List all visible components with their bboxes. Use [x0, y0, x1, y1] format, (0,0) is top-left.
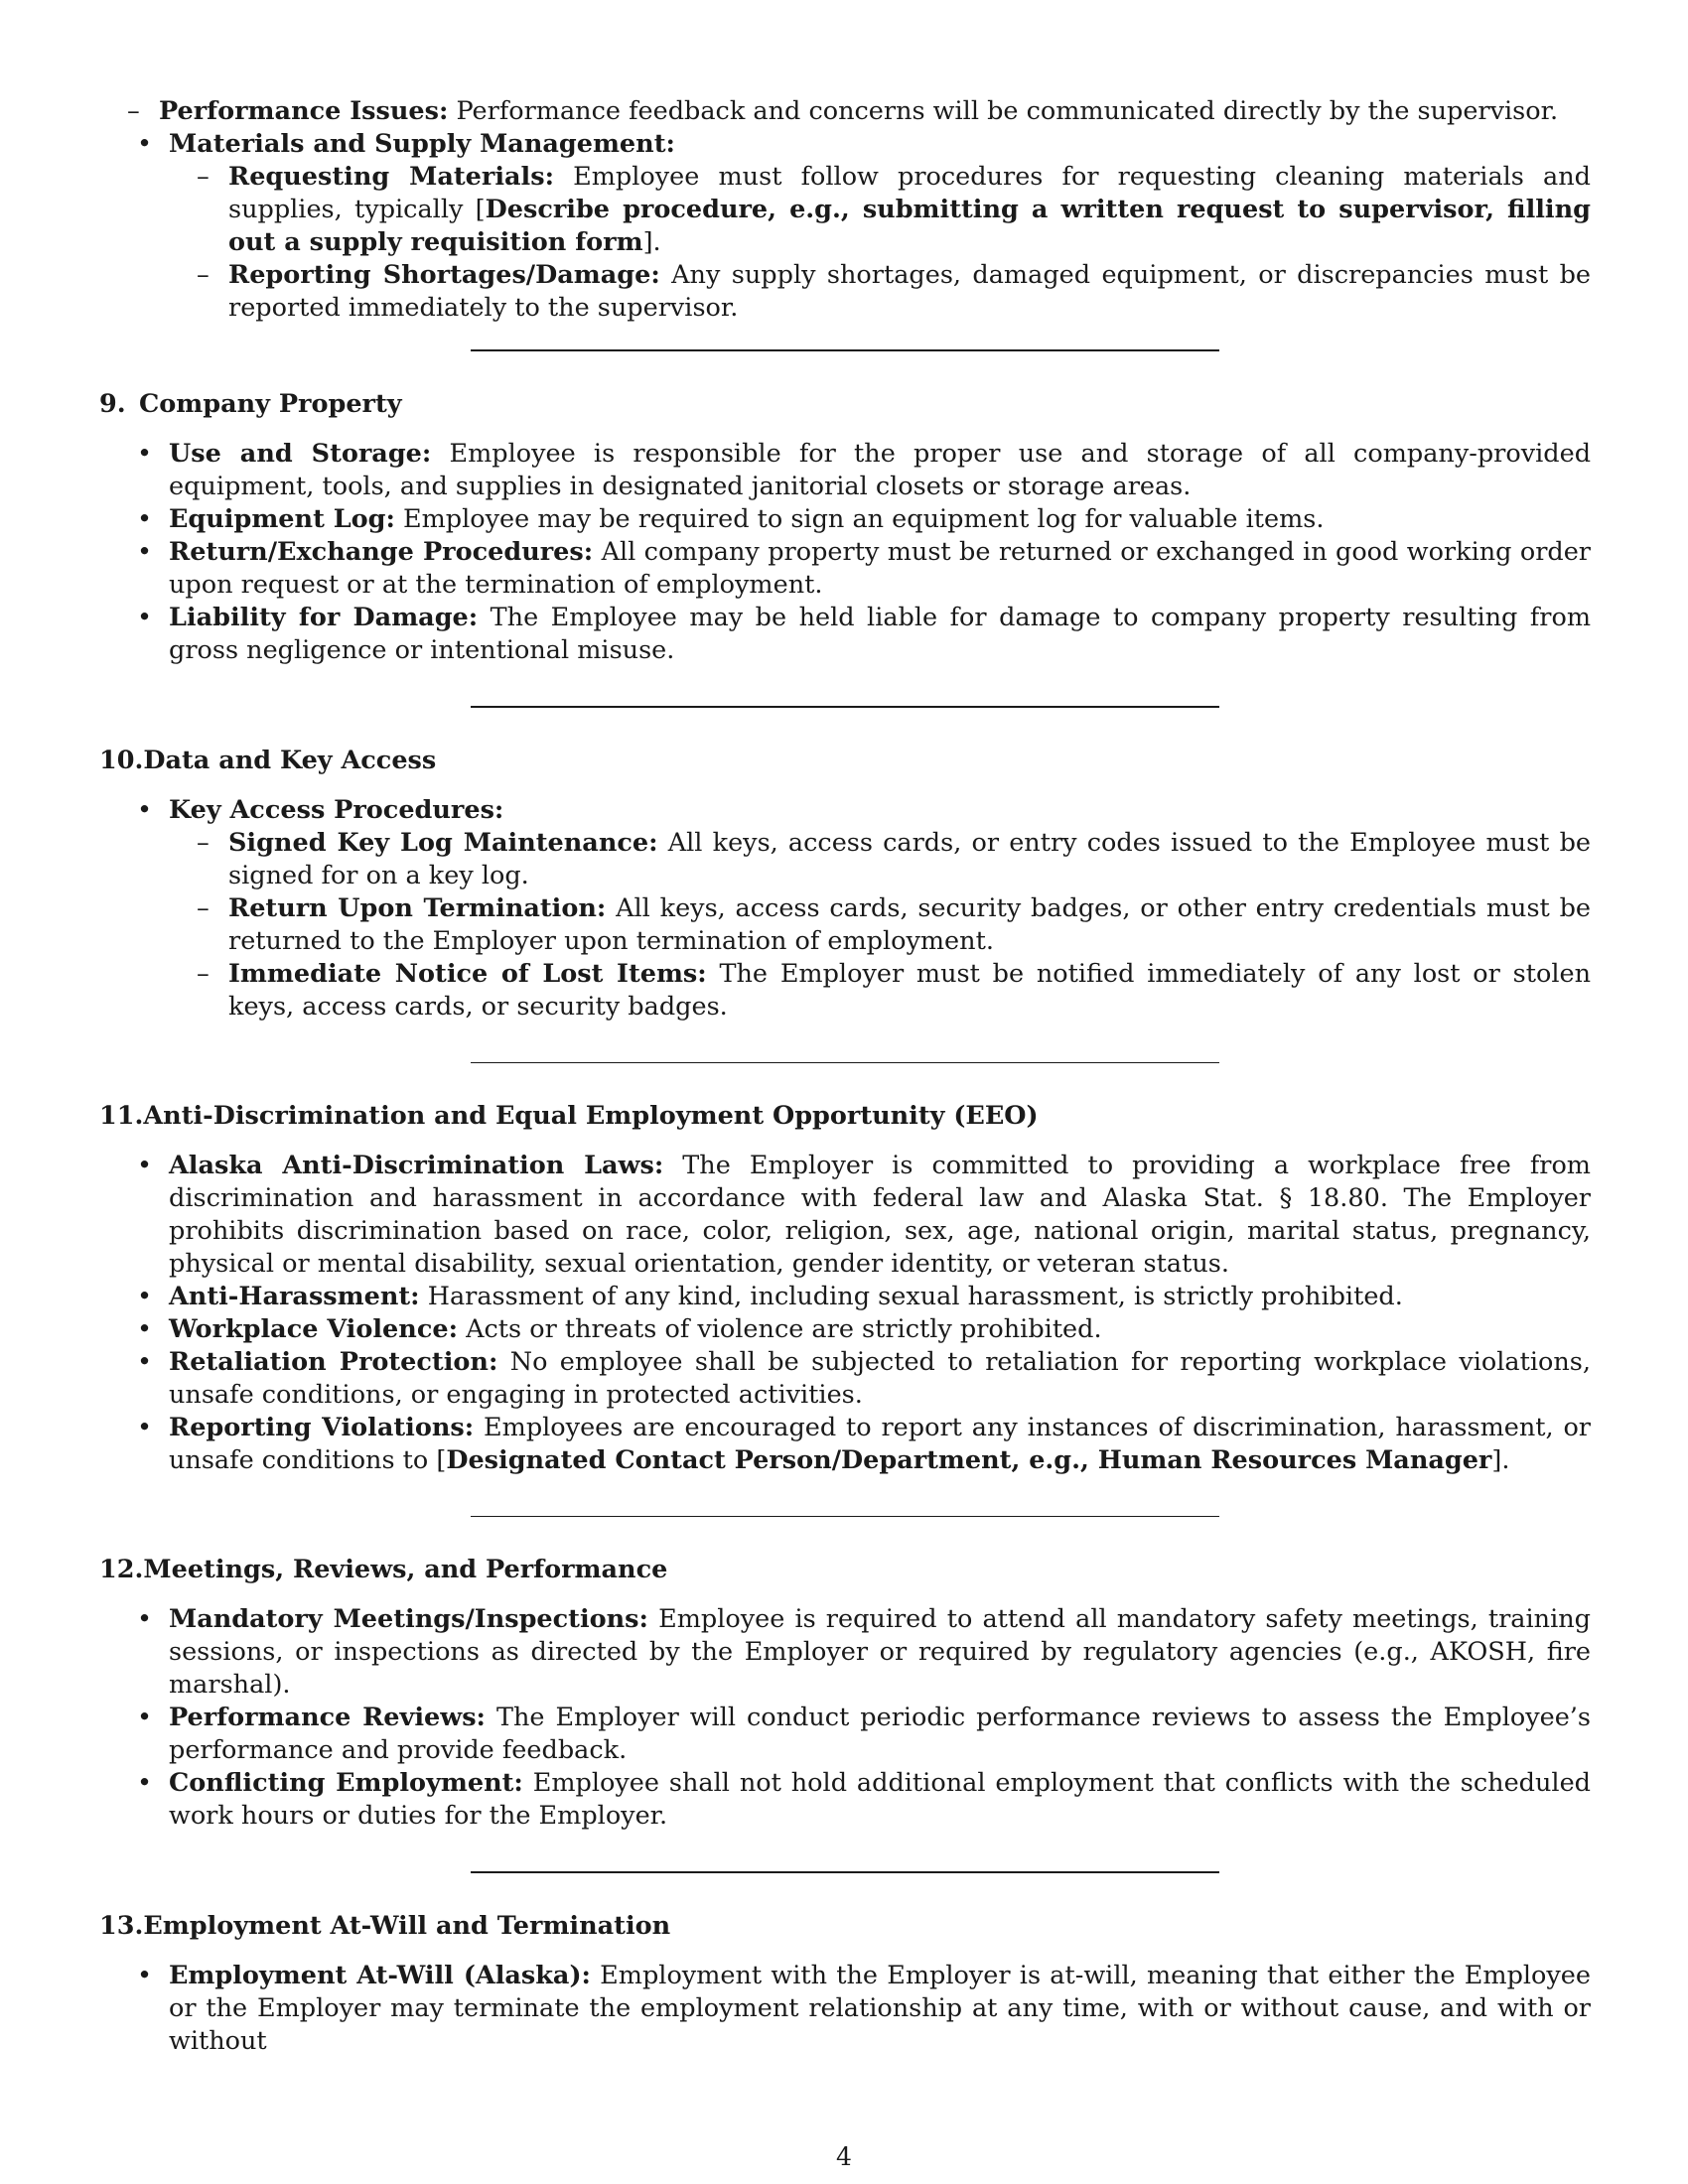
item-label: Key Access Procedures: [169, 795, 504, 825]
item-text: Employee is responsible for the proper use and storage of all company-provided equipment, tools, and supplies in designated janitorial closets or storage areas. [169, 439, 1592, 501]
bullet-list [99, 1150, 1591, 1477]
list-item [99, 1702, 1591, 1767]
list-item [99, 1313, 1591, 1346]
item-text: All keys, access cards, security badges, or other entry credentials must be returned to the Employer upon termination of employment. [228, 893, 1591, 956]
item-text: The Employer is committed to providing a workplace free from discrimination and harassment in accordance with federal law and Alaska Stat. § 18.80. The Employer prohibits discrimination based on race, color, religion, sex, age, national origin, marital status, pregnancy, physical or mental disability, sexual orientation, gender identity, or veteran status. [169, 1151, 1591, 1279]
list-item [99, 503, 1591, 536]
section-title: Data and Key Access [143, 746, 437, 775]
item-label: Use and Storage: [169, 439, 432, 469]
item-text: The Employee may be held liable for damage to company property resulting from gross negligence or intentional misuse. [169, 603, 1591, 665]
page-number: 4 [836, 2142, 852, 2171]
sub-list [169, 827, 1591, 1024]
bullet-list [99, 1603, 1591, 1833]
section-number: 12. [99, 1555, 144, 1584]
bullet-list [99, 794, 1591, 1024]
list-item [99, 794, 1591, 1024]
bullet-list [99, 128, 1591, 325]
section-number: 13. [99, 1911, 144, 1941]
item-text-end: ]. [642, 227, 661, 257]
section-divider [471, 1062, 1219, 1063]
list-item [99, 438, 1591, 503]
item-text: Employee must follow procedures for requesting cleaning materials and supplies, typically [ [228, 162, 1591, 224]
bullet-list [99, 1960, 1591, 2058]
item-text: All keys, access cards, or entry codes issued to the Employee must be signed for on a key log. [228, 828, 1592, 890]
section-divider [471, 1871, 1219, 1873]
item-label: Liability for Damage: [169, 603, 479, 632]
item-text: Harassment of any kind, including sexual harassment, is strictly prohibited. [427, 1282, 1403, 1311]
item-label: Return/Exchange Procedures: [169, 537, 594, 567]
sub-item [169, 958, 1591, 1024]
section-divider [471, 349, 1219, 351]
list-item [99, 1150, 1591, 1281]
item-text: Employees are encouraged to report any instances of discrimination, harassment, or unsafe conditions to [ [169, 1413, 1591, 1475]
item-text: Performance feedback and concerns will be communicated directly by the supervisor. [456, 96, 1559, 126]
item-text: Employee shall not hold additional employment that conflicts with the scheduled work hours or duties for the Employer. [169, 1768, 1591, 1831]
item-text: All company property must be returned or exchanged in good working order upon request or at the termination of employment. [169, 537, 1591, 600]
item-label: Performance Issues: [159, 96, 449, 126]
item-text: The Employer must be notified immediately of any lost or stolen keys, access cards, or security badges. [228, 959, 1591, 1022]
list-item [99, 602, 1591, 667]
list-item-materials [99, 128, 1591, 325]
list-item [99, 1960, 1591, 2058]
item-label: Materials and Supply Management: [169, 129, 675, 159]
item-text: The Employer will conduct periodic performance reviews to assess the Employee’s performance and provide feedback. [169, 1703, 1592, 1765]
item-text: Acts or threats of violence are strictly prohibited. [466, 1314, 1102, 1344]
item-text: Employment with the Employer is at-will, meaning that either the Employee or the Employer may terminate the employment relationship at any time, with or without cause, and with or without [169, 1961, 1591, 2056]
section-heading-12 [99, 1554, 1591, 1586]
item-text: No employee shall be subjected to retaliation for reporting workplace violations, unsafe conditions, or engaging in protected activities. [169, 1347, 1591, 1410]
placeholder-text: Describe procedure, e.g., submitting a written request to supervisor, filling out a supply requisition form [228, 195, 1591, 257]
bullet-list [99, 438, 1591, 667]
section-heading-10 [99, 745, 1591, 777]
list-item [99, 536, 1591, 602]
list-item [99, 1346, 1591, 1412]
item-label: Reporting Violations: [169, 1413, 475, 1442]
item-text: Any supply shortages, damaged equipment, or discrepancies must be reported immediately to the supervisor. [228, 260, 1592, 323]
item-label: Immediate Notice of Lost Items: [228, 959, 707, 989]
item-label: Alaska Anti-Discrimination Laws: [169, 1151, 664, 1180]
sub-list [99, 95, 1591, 128]
document-page [99, 95, 1591, 2058]
item-label: Performance Reviews: [169, 1703, 486, 1732]
item-label: Retaliation Protection: [169, 1347, 498, 1377]
item-label: Requesting Materials: [228, 162, 554, 192]
item-label: Conflicting Employment: [169, 1768, 523, 1798]
item-label: Signed Key Log Maintenance: [228, 828, 658, 858]
sub-item [169, 892, 1591, 958]
list-item [99, 1412, 1591, 1477]
item-label: Workplace Violence: [169, 1314, 458, 1344]
sub-item-performance-issues [99, 95, 1591, 128]
section-number: 10. [99, 746, 144, 775]
list-item [99, 1281, 1591, 1313]
item-label: Return Upon Termination: [228, 893, 607, 923]
item-label: Mandatory Meetings/Inspections: [169, 1604, 648, 1634]
item-label: Employment At-Will (Alaska): [169, 1961, 591, 1990]
sub-item-reporting-shortages [169, 259, 1591, 325]
section-title: Meetings, Reviews, and Performance [143, 1555, 668, 1584]
section-title: Anti-Discrimination and Equal Employment Opportunity (EEO) [143, 1101, 1039, 1131]
list-item [99, 1767, 1591, 1833]
item-text-end: ]. [1491, 1445, 1510, 1475]
section-divider [471, 1516, 1219, 1517]
section-heading-9 [99, 388, 1591, 421]
sub-item-requesting-materials [169, 161, 1591, 259]
item-text: Employee is required to attend all mandatory safety meetings, training sessions, or inspections as directed by the Employer or required by regulatory agencies (e.g., AKOSH, fire marshal). [169, 1604, 1591, 1700]
section-divider [471, 706, 1219, 708]
item-label: Reporting Shortages/Damage: [228, 260, 660, 290]
section-heading-13 [99, 1910, 1591, 1943]
section-number: 9. [99, 389, 126, 419]
section-heading-11 [99, 1100, 1591, 1133]
sub-list [169, 161, 1591, 325]
section-title: Company Property [139, 389, 402, 419]
section-number: 11. [99, 1101, 144, 1131]
list-item [99, 1603, 1591, 1702]
placeholder-text: Designated Contact Person/Department, e.g., Human Resources Manager [446, 1445, 1492, 1475]
sub-item [169, 827, 1591, 892]
section-title: Employment At-Will and Termination [143, 1911, 671, 1941]
section-8-continuation [99, 95, 1591, 325]
item-text: Employee may be required to sign an equipment log for valuable items. [403, 504, 1325, 534]
item-label: Equipment Log: [169, 504, 395, 534]
item-label: Anti-Harassment: [169, 1282, 420, 1311]
